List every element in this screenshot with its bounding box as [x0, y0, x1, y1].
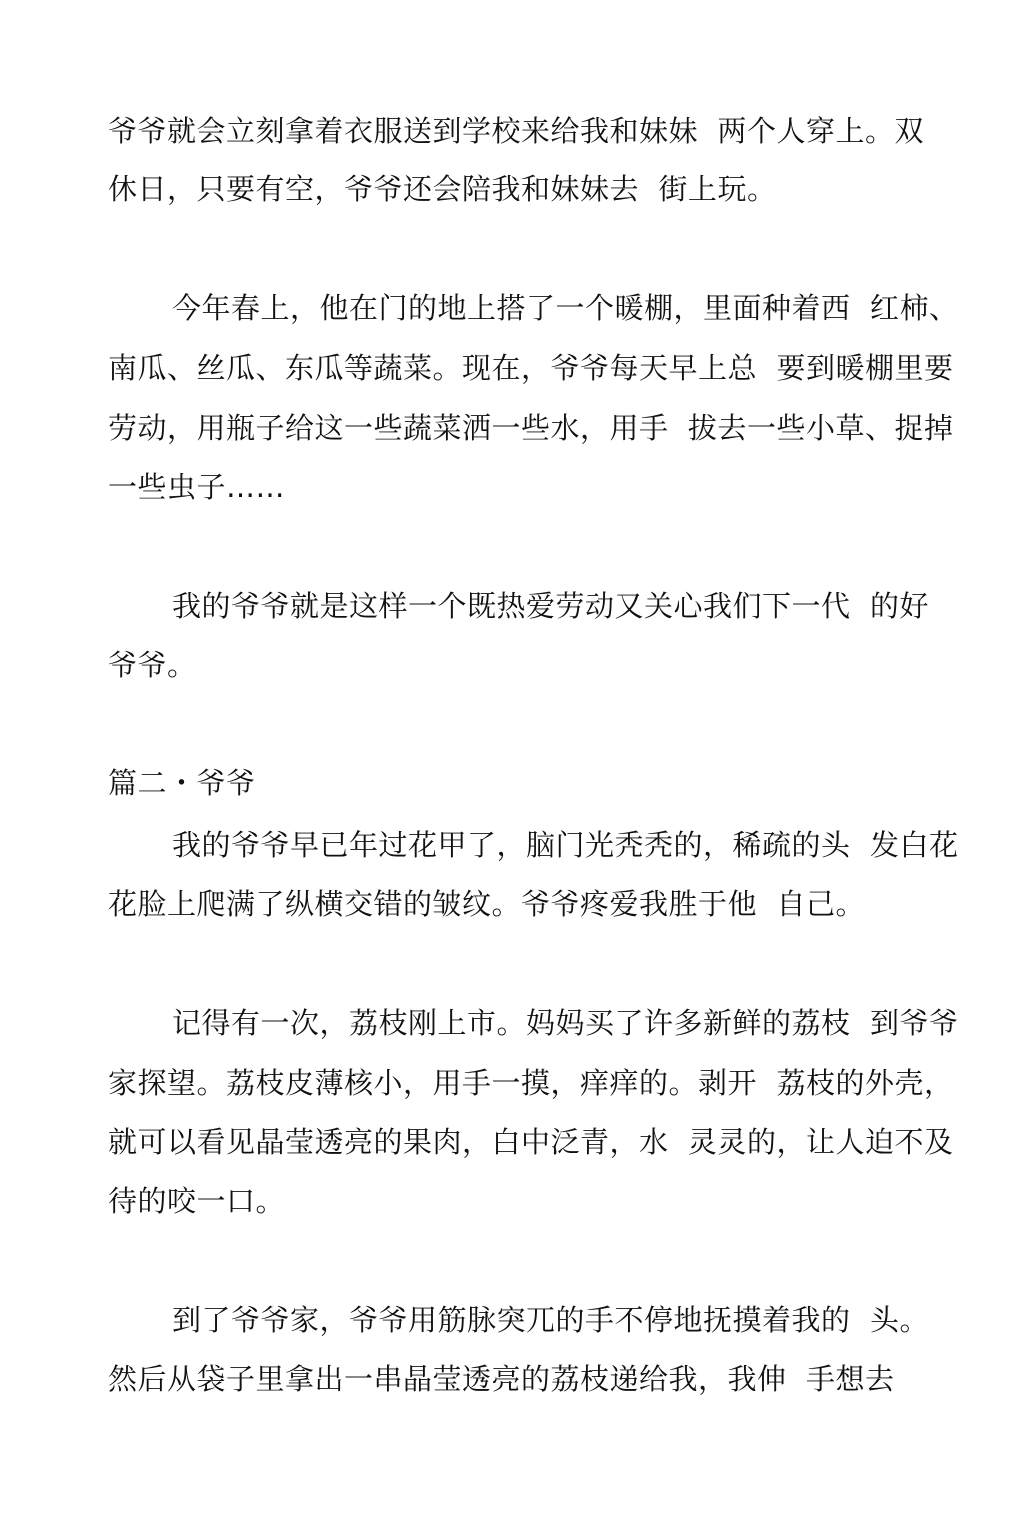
text-line: 家探望。荔枝皮薄核小，用手一摸，痒痒的。剥开 荔枝的外壳，: [108, 1066, 954, 1100]
text-line: 待的咬一口。: [108, 1184, 286, 1218]
text-line: 就可以看见晶莹透亮的果肉，白中泛青，水 灵灵的，让人迫不及: [108, 1125, 954, 1159]
text-line: 爷爷。: [108, 648, 197, 682]
text-line: 今年春上，他在门的地上搭了一个暖棚，里面种着西 红柿、: [172, 291, 959, 325]
text-line: 南瓜、丝瓜、东瓜等蔬菜。现在，爷爷每天早上总 要到暖棚里要: [108, 351, 954, 385]
text-line: 一些虫子……: [108, 470, 286, 504]
text-line: 我的爷爷早已年过花甲了，脑门光秃秃的，稀疏的头 发白花: [172, 828, 959, 862]
text-line: 我的爷爷就是这样一个既热爱劳动又关心我们下一代 的好: [172, 589, 929, 623]
text-line: 然后从袋子里拿出一串晶莹透亮的荔枝递给我，我伸 手想去: [108, 1362, 895, 1396]
text-line: 劳动，用瓶子给这一些蔬菜洒一些水，用手 拔去一些小草、捉掉: [108, 411, 954, 445]
text-line: 记得有一次，荔枝刚上市。妈妈买了许多新鲜的荔枝 到爷爷: [172, 1006, 959, 1040]
text-line: 到了爷爷家，爷爷用筋脉突兀的手不停地抚摸着我的 头。: [172, 1303, 929, 1337]
text-line: 爷爷就会立刻拿着衣服送到学校来给我和妹妹 两个人穿上。双: [108, 114, 924, 148]
text-line: 花脸上爬满了纵横交错的皱纹。爷爷疼爱我胜于他 自己。: [108, 887, 865, 921]
text-line: 休日，只要有空，爷爷还会陪我和妹妹去 街上玩。: [108, 172, 777, 206]
section-heading: 篇二・爷爷: [108, 766, 256, 800]
